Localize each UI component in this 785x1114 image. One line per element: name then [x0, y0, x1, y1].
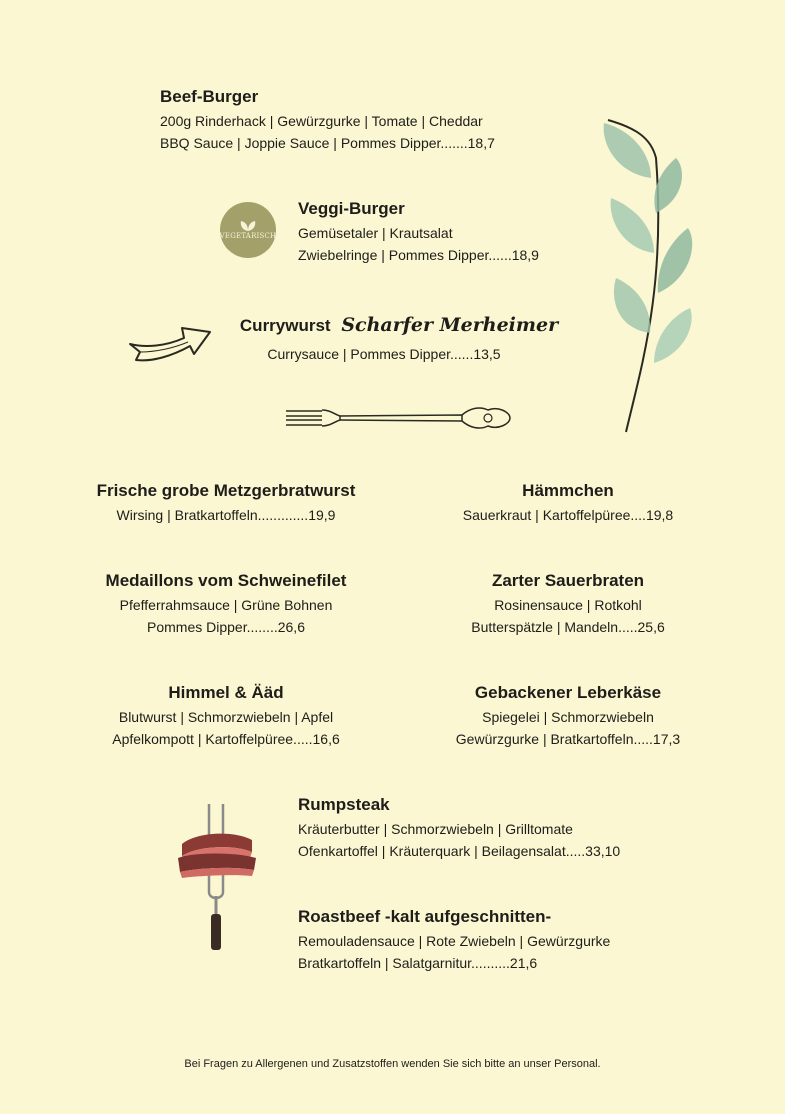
item-title: Veggi-Burger	[298, 199, 405, 218]
item-description: Spiegelei | Schmorzwiebeln	[482, 709, 654, 725]
item-description-price: Bratkartoffeln | Salatgarnitur..........21,6	[298, 955, 538, 971]
item-description: Rosinensauce | Rotkohl	[494, 597, 642, 613]
menu-item-bratwurst	[86, 480, 366, 526]
menu-item-himmel-und-aeaed	[86, 682, 366, 750]
menu-item-veggi-burger	[298, 198, 539, 266]
item-title: Himmel & Ääd	[168, 683, 284, 702]
item-title: Frische grobe Metzgerbratwurst	[96, 481, 356, 500]
item-title: Beef-Burger	[160, 87, 259, 106]
item-description-price: Apfelkompott | Kartoffelpüree.....16,6	[112, 731, 340, 747]
item-title: Rumpsteak	[298, 795, 390, 814]
menu-item-beef-burger	[160, 86, 495, 154]
item-title: Medaillons vom Schweinefilet	[105, 571, 347, 590]
item-title: Hämmchen	[522, 481, 614, 500]
leaf-branch-icon	[596, 118, 706, 434]
allergen-notice: Bei Fragen zu Allergenen und Zusatzstoffen wenden Sie sich bitte an unser Personal.	[184, 1058, 601, 1070]
item-description-price: BBQ Sauce | Joppie Sauce | Pommes Dipper.......18,7	[160, 135, 495, 151]
item-description: Blutwurst | Schmorzwiebeln | Apfel	[118, 709, 334, 725]
vegetarian-badge-icon	[220, 202, 276, 258]
item-description: Pfefferrahmsauce | Grüne Bohnen	[119, 597, 333, 613]
arrow-icon	[126, 318, 214, 368]
item-description-price: Gewürzgurke | Bratkartoffeln.....17,3	[455, 731, 681, 747]
menu-item-rumpsteak	[298, 794, 620, 862]
item-description-price: Ofenkartoffel | Kräuterquark | Beilagensalat.....33,10	[298, 843, 621, 859]
menu-item-roastbeef	[298, 906, 610, 974]
item-description-price: Wirsing | Bratkartoffeln.............19,9	[116, 507, 336, 523]
item-title-main: Currywurst	[239, 316, 331, 335]
fork-icon	[284, 402, 514, 434]
item-description: Kräuterbutter | Schmorzwiebeln | Grilltomate	[298, 821, 573, 837]
item-description: 200g Rinderhack | Gewürzgurke | Tomate | Cheddar	[160, 113, 483, 129]
item-title: Zarter Sauerbraten	[491, 571, 645, 590]
menu-item-haemmchen	[436, 480, 700, 526]
item-description: Gemüsetaler | Krautsalat	[298, 225, 453, 241]
steak-fork-icon	[176, 800, 258, 954]
item-title: Gebackener Leberkäse	[474, 683, 662, 702]
leaf-icon	[239, 220, 257, 232]
menu-item-medaillons	[86, 570, 366, 638]
item-description-price: Butterspätzle | Mandeln.....25,6	[471, 619, 665, 635]
badge-label: VEGETARISCH	[219, 232, 277, 240]
item-description-price: Zwiebelringe | Pommes Dipper......18,9	[298, 247, 539, 263]
menu-item-sauerbraten	[436, 570, 700, 638]
item-description: Remouladensauce | Rote Zwiebeln | Gewürzgurke	[298, 933, 611, 949]
item-description-price: Sauerkraut | Kartoffelpüree....19,8	[462, 507, 674, 523]
item-title	[234, 314, 564, 337]
item-title-script: Scharfer Merheimer	[341, 314, 559, 336]
item-description-price: Pommes Dipper........26,6	[147, 619, 305, 635]
menu-item-leberkaese	[436, 682, 700, 750]
menu-item-currywurst	[234, 314, 564, 365]
item-description-price: Currysauce | Pommes Dipper......13,5	[267, 346, 501, 362]
item-title: Roastbeef -kalt aufgeschnitten-	[298, 907, 552, 926]
